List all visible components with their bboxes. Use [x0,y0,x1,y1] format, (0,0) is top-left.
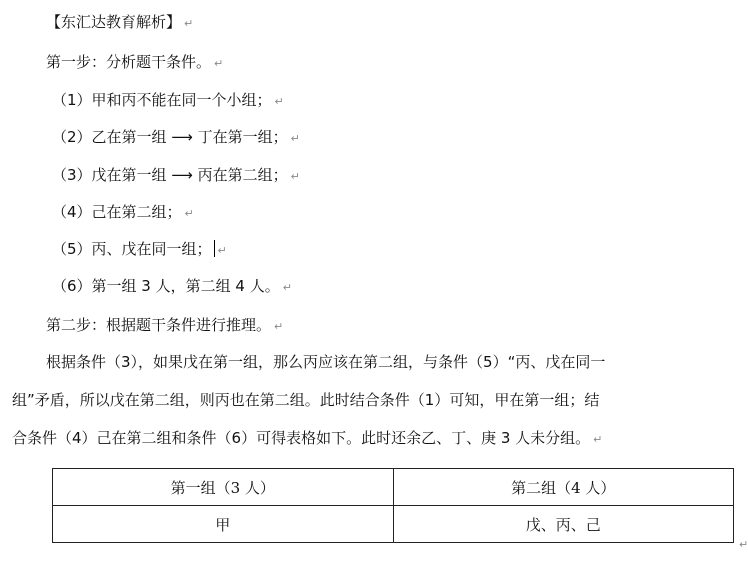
table-header-group2: 第二组（4 人） [393,469,734,506]
table-header-group1: 第一组（3 人） [53,469,394,506]
paragraph-mark: ↵ [184,17,194,30]
paragraph-mark: ↵ [290,170,300,183]
condition-3: （3）戊在第一组 ⟶ 丙在第二组； ↵ [52,166,300,184]
table-cell-group1: 甲 [53,506,394,543]
condition-4: （4）己在第二组； ↵ [52,203,194,221]
group-table [52,468,734,543]
step2-heading: 第二步：根据题干条件进行推理。 ↵ [46,316,284,334]
table-row [53,506,734,543]
paragraph-mark: ↵ [282,281,292,294]
reasoning-line-3: 合条件（4）己在第二组和条件（6）可得表格如下。此时还余乙、丁、庚 3 人未分组。 ↵ [12,429,603,447]
table-header-row [53,469,734,506]
paragraph-mark: ↵ [274,320,284,333]
paragraph-mark: ↵ [217,244,227,257]
text-cursor [214,240,215,257]
condition-5: （5）丙、戊在同一组； ↵ [52,240,227,258]
reasoning-line-1: 根据条件（3），如果戊在第一组，那么丙应该在第二组，与条件（5）“丙、戊在同一 [46,353,606,371]
condition-6: （6）第一组 3 人，第二组 4 人。 ↵ [52,277,292,295]
paragraph-mark: ↵ [184,207,194,220]
paragraph-mark: ↵ [290,132,300,145]
condition-2: （2）乙在第一组 ⟶ 丁在第一组； ↵ [52,128,300,146]
paragraph-mark: ↵ [274,95,284,108]
condition-1: （1）甲和丙不能在同一个小组； ↵ [52,91,284,109]
reasoning-line-2: 组”矛盾，所以戊在第二组，则丙也在第二组。此时结合条件（1）可知，甲在第一组；结 [12,391,600,409]
header-title: 【东汇达教育解析】 ↵ [46,13,194,31]
paragraph-mark: ↵ [739,538,748,551]
step1-heading: 第一步：分析题干条件。 ↵ [46,53,224,71]
paragraph-mark: ↵ [593,433,603,446]
paragraph-mark: ↵ [214,57,224,70]
table-cell-group2: 戊、丙、己 [393,506,734,543]
